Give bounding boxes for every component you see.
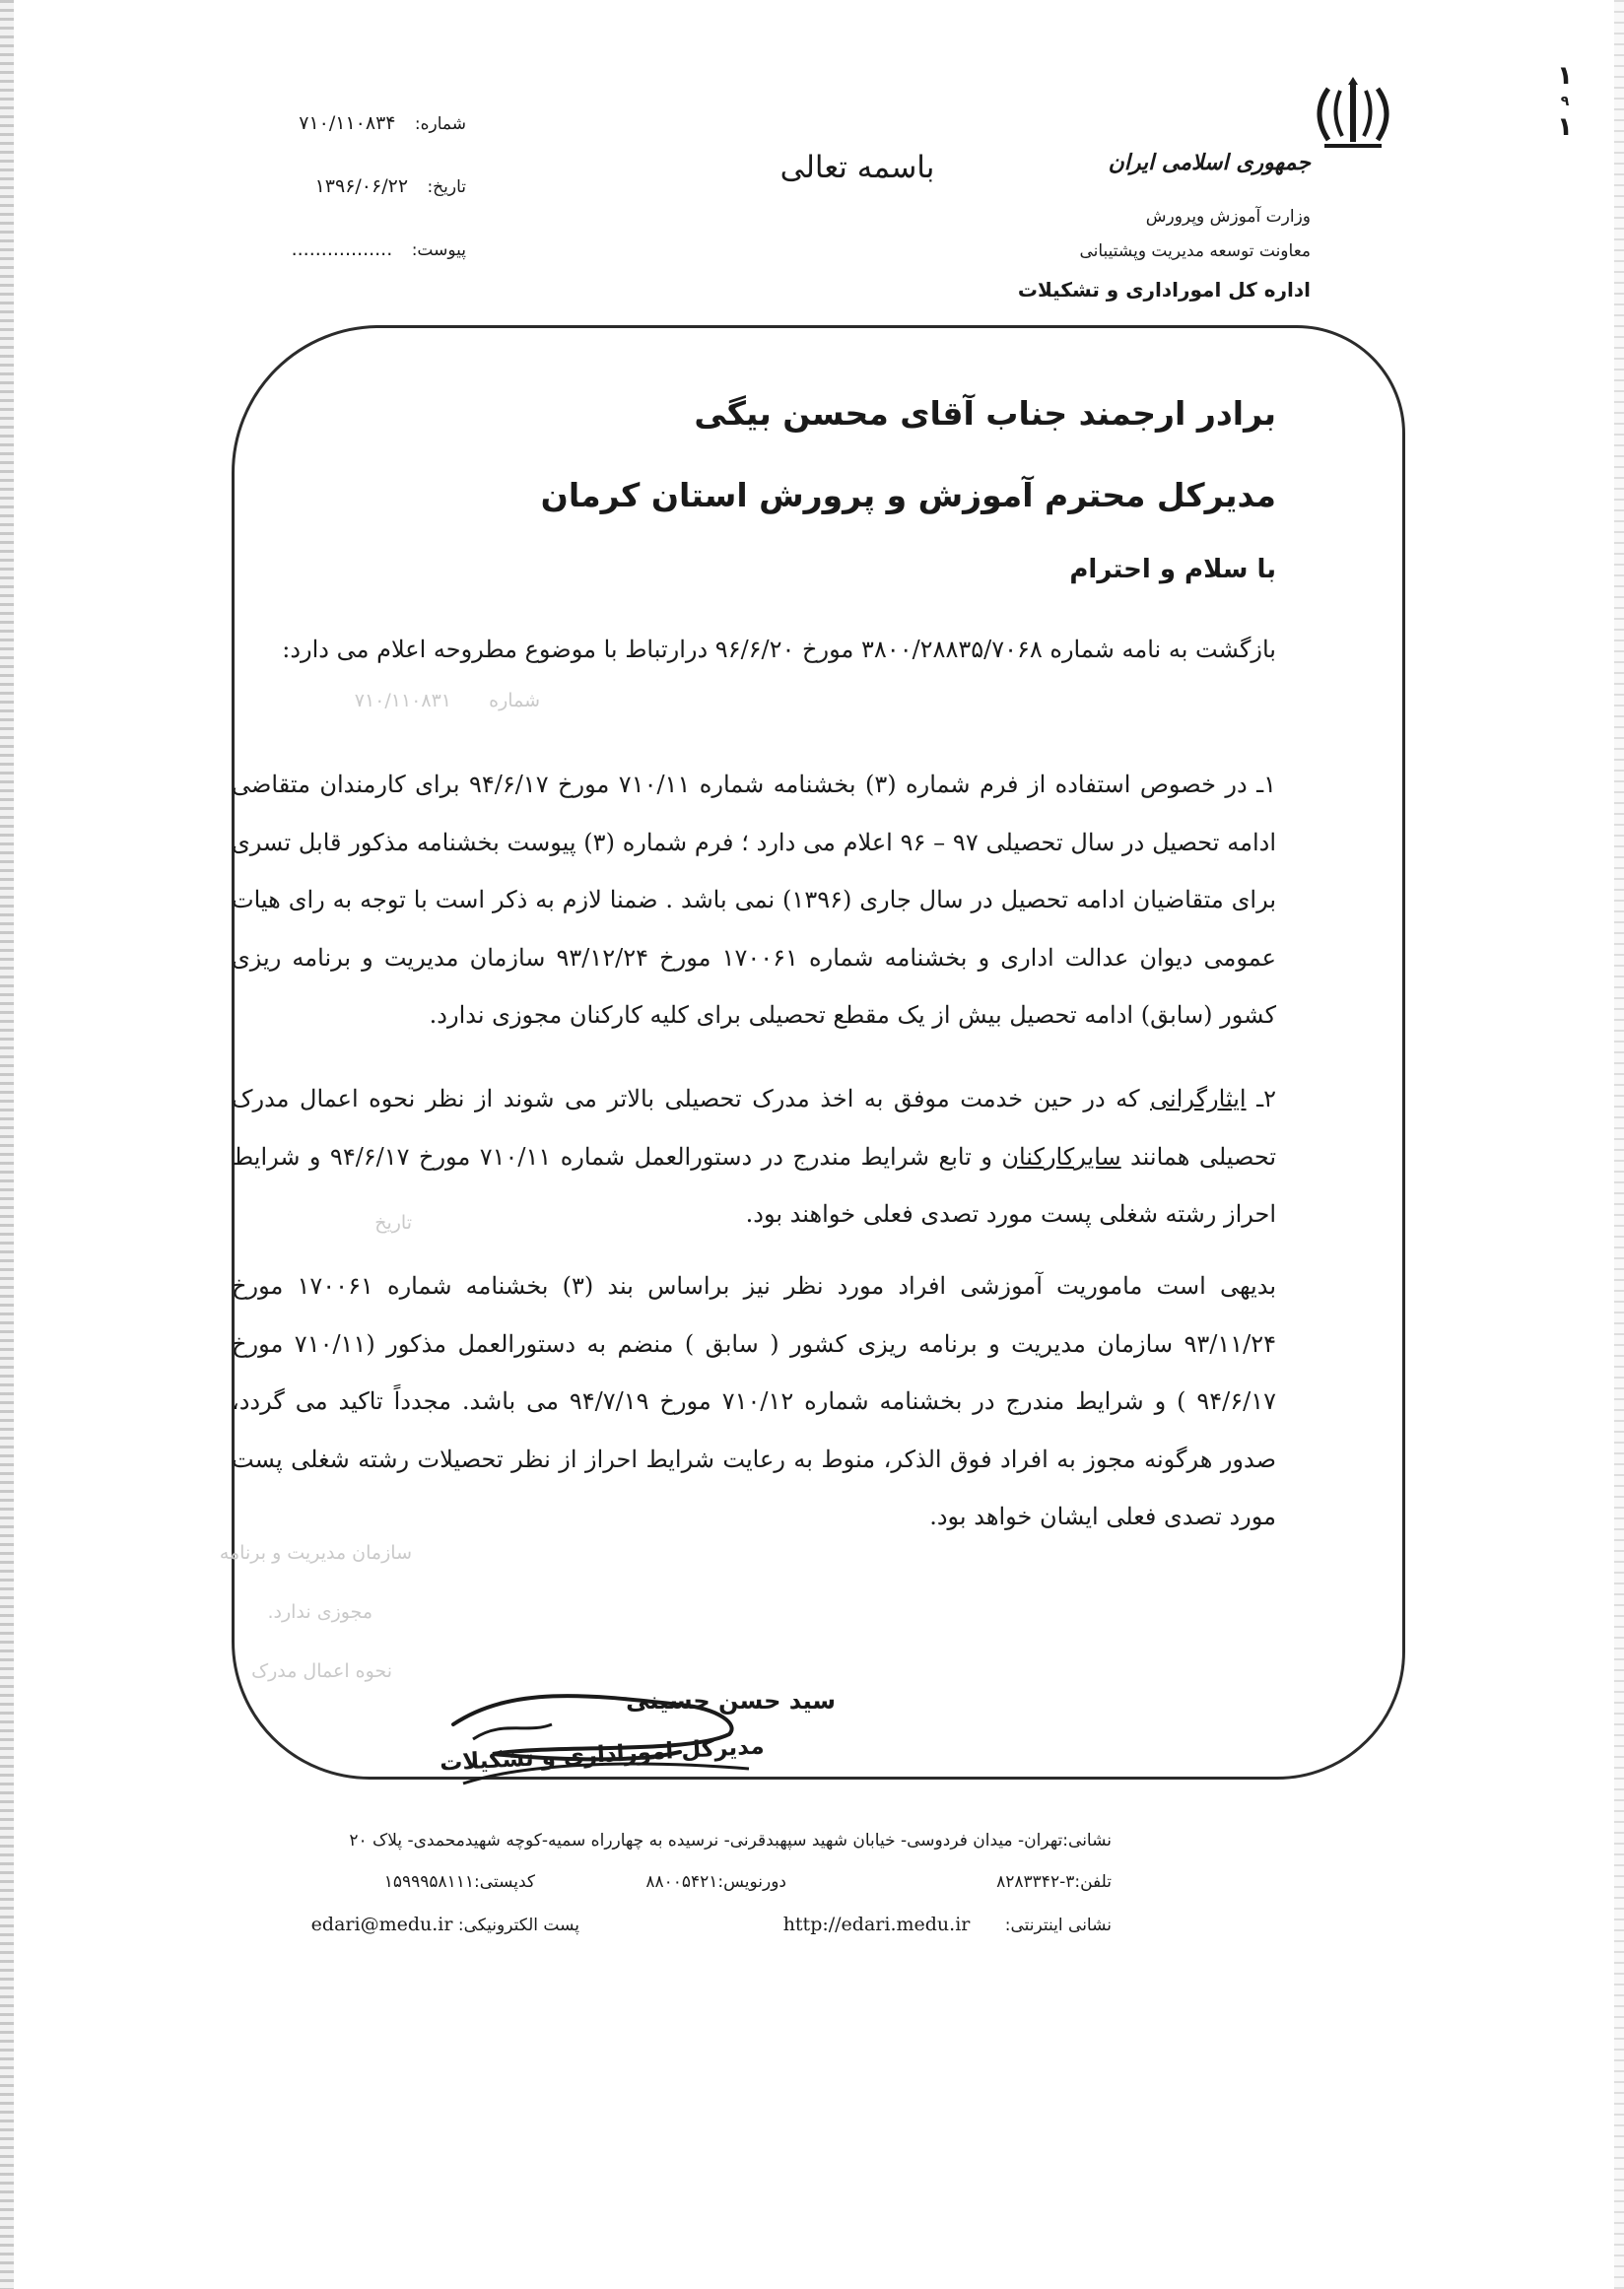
letter-attachment	[292, 238, 466, 260]
item-2-text: و تابع شرایط مندرج در دستورالعمل شماره ۷۱۰/۱۱ مورخ ۹۴/۶/۱۷ و شرایط احراز رشته شغلی پست مورد تصدی فعلی خواهند بود.	[232, 1142, 1276, 1228]
intro-paragraph: بازگشت به نامه شماره ۳۸۰۰/۲۸۸۳۵/۷۰۶۸ مورخ ۹۶/۶/۲۰ درارتباط با موضوع مطروحه اعلام می دارد:	[282, 636, 1276, 663]
footer-fax: دورنویس:۸۸۰۰۵۴۲۱	[645, 1872, 786, 1892]
footer-website	[783, 1914, 1112, 1935]
bleed-text: مجوزی ندارد.	[267, 1601, 372, 1623]
bleed-text: ۷۱۰/۱۱۰۸۳۱	[354, 690, 451, 711]
footer-website-url[interactable]: http://edari.medu.ir	[782, 1914, 971, 1935]
letter-number	[299, 112, 466, 134]
footer-postal-code: کدپستی:۱۵۹۹۹۵۸۱۱۱	[383, 1872, 535, 1892]
item-2-underlined: ایثارگرانی	[1150, 1085, 1247, 1112]
footer-email-address[interactable]: edari@medu.ir	[310, 1914, 453, 1935]
footer-email-label: پست الکترونیکی:	[457, 1916, 579, 1935]
margin-marks	[1557, 57, 1573, 146]
margin-mark: ۱	[1557, 61, 1573, 91]
bleed-text: سازمان مدیریت و برنامه	[219, 1542, 412, 1564]
footer-address: نشانی:تهران- میدان فردوسی- خیابان شهید سپهبدقرنی- نرسیده به چهارراه سمیه-کوچه شهیدمحمدی- پلاک ۲۰	[349, 1831, 1112, 1851]
bleed-text: شماره	[489, 690, 540, 711]
footer-phone: تلفن:۳-۸۲۸۳۳۴۲	[996, 1872, 1112, 1892]
item-1-paragraph: ۱ـ در خصوص استفاده از فرم شماره (۳) بخشنامه شماره ۷۱۰/۱۱ مورخ ۹۴/۶/۱۷ برای کارمندان متقاضی ادامه تحصیل در سال تحصیلی ۹۷ – ۹۶ اعلام می دارد ؛ فرم شماره (۳) پیوست بخشنامه مذکور قابل تسری برای متقاضیان ادامه تحصیل در سال جاری (۱۳۹۶) نمی باشد . ضمنا لازم به ذکر است با توجه به رای هیات عمومی دیوان عدالت اداری و بخشنامه شماره ۱۷۰۰۶۱ مورخ ۹۳/۱۲/۲۴ سازمان مدیریت و برنامه ریزی کشور (سابق) ادامه تحصیل بیش از یک مقطع تحصیلی برای کلیه کارکنان مجوزی ندارد.	[232, 771, 1277, 1029]
salutation-position: مدیرکل محترم آموزش و پرورش استان کرمان	[540, 476, 1276, 514]
header-ministry: وزارت آموزش وپرورش	[1145, 207, 1311, 227]
letter-number-value: ۷۱۰/۱۱۰۸۳۴	[299, 112, 396, 134]
item-2-text: ۲ـ	[1246, 1085, 1276, 1112]
letter-date-value: ۱۳۹۶/۰۶/۲۲	[314, 175, 409, 197]
header-country: جمهوری اسلامی ایران	[1108, 150, 1311, 175]
header-office: اداره کل اموراداری و تشکیلات	[1017, 278, 1311, 302]
footer-email	[311, 1914, 579, 1935]
header-deputy: معاونت توسعه مدیریت وپشتیبانی	[1079, 241, 1311, 261]
salutation-recipient: برادر ارجمند جناب آقای محسن بیگی	[694, 394, 1276, 433]
signatory-name: سید حسن حسینی	[626, 1687, 836, 1715]
basmeh-title: باسمه تعالی	[779, 150, 935, 185]
letter-attachment-value: .................	[291, 238, 393, 260]
handwritten-signature	[434, 1665, 759, 1803]
letter-number-label: شماره:	[414, 114, 466, 134]
item-2-text: که در حین خدمت موفق به اخذ مدرک تحصیلی بالاتر می شوند از نظر نحوه اعمال مدرک تحصیلی همانند	[232, 1085, 1277, 1171]
iran-emblem-icon	[1299, 69, 1407, 158]
scan-edge-right	[1614, 0, 1624, 2289]
greeting: با سلام و احترام	[1069, 555, 1276, 584]
item-2-paragraph	[232, 1070, 1276, 1244]
scan-edge-left	[0, 0, 14, 2289]
footer-website-label: نشانی اینترنتی:	[1004, 1916, 1112, 1935]
item-2-underlined: سایرکارکنان	[1001, 1142, 1121, 1171]
bleed-text: نحوه اعمال مدرک	[251, 1660, 392, 1682]
letter-attachment-label: پیوست:	[411, 240, 466, 260]
margin-mark: ۹	[1560, 94, 1570, 109]
bleed-text: تاریخ	[374, 1212, 412, 1234]
closing-paragraph: بدیهی است ماموریت آموزشی افراد مورد نظر نیز براساس بند (۳) بخشنامه شماره ۱۷۰۰۶۱ مورخ ۹۳/۱۱/۲۴ سازمان مدیریت و برنامه ریزی کشور ( سابق ) منضم به دستورالعمل مذکور (۷۱۰/۱۱ مورخ ۹۴/۶/۱۷ ) و شرایط مندرج در بخشنامه شماره ۷۱۰/۱۲ مورخ ۹۴/۷/۱۹ می باشد. مجدداً تاکید می گردد، صدور هرگونه مجوز به افراد فوق الذکر، منوط به رعایت شرایط احراز از نظر تحصیلات رشته شغلی پست مورد تصدی فعلی ایشان خواهد بود.	[232, 1272, 1277, 1530]
letter-date-label: تاریخ:	[427, 177, 466, 197]
margin-mark: ۱	[1557, 112, 1573, 142]
signatory-title: مدیرکل اموراداری و تشکیلات	[439, 1733, 766, 1777]
letter-date	[315, 175, 466, 197]
